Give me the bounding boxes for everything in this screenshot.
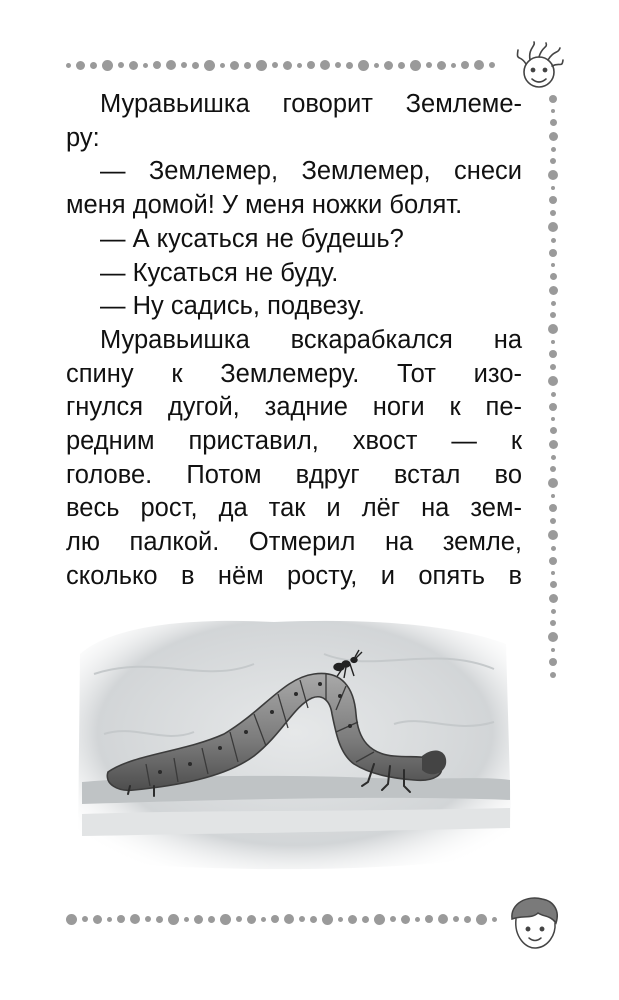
border-dot xyxy=(166,60,176,70)
border-dot xyxy=(130,914,140,924)
border-dot xyxy=(549,286,558,295)
text-line: голове. Потом вдруг встал во xyxy=(66,460,522,489)
border-dot xyxy=(548,478,558,488)
border-dot xyxy=(550,158,556,164)
border-dot xyxy=(551,392,556,397)
border-dot xyxy=(283,61,292,70)
border-dot xyxy=(464,916,471,923)
border-dot xyxy=(156,916,163,923)
border-dot xyxy=(168,914,179,925)
border-dot xyxy=(335,62,341,68)
border-dot xyxy=(550,119,557,126)
border-dot xyxy=(548,632,558,642)
border-dot xyxy=(551,238,556,243)
border-dot xyxy=(549,557,557,565)
border-dot xyxy=(415,917,420,922)
text-line: спину к Землемеру. Тот изо- xyxy=(66,359,522,388)
caterpillar-illustration xyxy=(74,614,514,874)
border-dot xyxy=(425,915,433,923)
border-dot xyxy=(272,62,278,68)
text-line: — Ну садись, подвезу. xyxy=(100,292,365,321)
border-dot xyxy=(438,914,448,924)
border-dot xyxy=(476,914,487,925)
border-dot xyxy=(549,249,557,257)
border-dot xyxy=(551,494,555,498)
text-line: Муравьишка говорит Землеме- xyxy=(100,90,522,118)
border-dot xyxy=(307,61,315,69)
border-dot xyxy=(550,672,556,678)
border-dot xyxy=(346,62,353,69)
border-dot xyxy=(549,504,557,512)
border-dot xyxy=(271,915,279,923)
border-dot xyxy=(550,364,556,370)
border-dot xyxy=(261,917,266,922)
text-line: Муравьишка вскарабкался на xyxy=(100,325,522,354)
border-dot xyxy=(451,63,456,68)
border-dot xyxy=(410,60,421,71)
border-dot xyxy=(548,324,558,334)
boy-face-icon xyxy=(504,893,564,955)
border-dot xyxy=(76,61,85,70)
bottom-dotted-border xyxy=(66,912,502,926)
border-dot xyxy=(390,916,396,922)
border-dot xyxy=(299,916,305,922)
border-dot xyxy=(143,63,148,68)
border-dot xyxy=(338,917,343,922)
border-dot xyxy=(184,917,189,922)
border-dot xyxy=(551,147,556,152)
text-line: лю палкой. Отмерил на земле, xyxy=(66,528,522,557)
border-dot xyxy=(358,60,369,71)
border-dot xyxy=(107,917,112,922)
border-dot xyxy=(82,916,88,922)
border-dot xyxy=(398,62,405,69)
border-dot xyxy=(297,63,302,68)
border-dot xyxy=(549,440,558,449)
border-dot xyxy=(549,658,557,666)
border-dot xyxy=(551,301,556,306)
border-dot xyxy=(549,132,558,141)
border-dot xyxy=(384,61,393,70)
text-line: ру: xyxy=(66,123,100,152)
border-dot xyxy=(551,546,556,551)
border-dot xyxy=(492,917,497,922)
border-dot xyxy=(489,62,495,68)
text-line: — Землемер, Землемер, снеси xyxy=(100,157,522,186)
right-dotted-border xyxy=(546,95,560,684)
text-line: весь рост, да так и лёг на зем- xyxy=(66,494,522,523)
border-dot xyxy=(220,63,225,68)
text-line: — А кусаться не будешь? xyxy=(100,224,404,253)
border-dot xyxy=(230,61,239,70)
border-dot xyxy=(426,62,432,68)
border-dot xyxy=(548,222,558,232)
border-dot xyxy=(550,581,557,588)
border-dot xyxy=(461,61,469,69)
border-dot xyxy=(549,594,558,603)
border-dot xyxy=(348,915,357,924)
border-dot xyxy=(549,95,557,103)
border-dot xyxy=(153,61,161,69)
text-line: — Кусаться не буду. xyxy=(100,258,339,287)
border-dot xyxy=(551,109,555,113)
border-dot xyxy=(129,61,138,70)
border-dot xyxy=(181,62,187,68)
border-dot xyxy=(551,186,555,190)
text-line: меня домой! У меня ножки болят. xyxy=(66,191,463,220)
border-dot xyxy=(247,915,256,924)
border-dot xyxy=(548,530,558,540)
border-dot xyxy=(374,63,379,68)
border-dot xyxy=(551,455,556,460)
border-dot xyxy=(90,62,97,69)
border-dot xyxy=(374,914,385,925)
border-dot xyxy=(102,60,113,71)
border-dot xyxy=(208,916,215,923)
border-dot xyxy=(453,916,459,922)
border-dot xyxy=(551,340,555,344)
border-dot xyxy=(322,914,333,925)
border-dot xyxy=(551,263,555,267)
text-line: гнулся дугой, задние ноги к пе- xyxy=(66,393,522,422)
border-dot xyxy=(204,60,215,71)
border-dot xyxy=(550,518,556,524)
border-dot xyxy=(549,403,557,411)
border-dot xyxy=(310,916,317,923)
border-dot xyxy=(474,60,484,70)
text-line: редним приставил, хвост — к xyxy=(66,427,522,456)
border-dot xyxy=(437,61,446,70)
border-dot xyxy=(256,60,267,71)
border-dot xyxy=(549,350,557,358)
border-dot xyxy=(550,427,557,434)
border-dot xyxy=(93,915,102,924)
border-dot xyxy=(551,648,555,652)
story-text xyxy=(66,88,522,594)
border-dot xyxy=(220,914,231,925)
border-dot xyxy=(284,914,294,924)
border-dot xyxy=(236,916,242,922)
border-dot xyxy=(145,916,151,922)
border-dot xyxy=(320,60,330,70)
border-dot xyxy=(550,210,556,216)
border-dot xyxy=(244,62,251,69)
border-dot xyxy=(550,273,557,280)
border-dot xyxy=(362,916,369,923)
border-dot xyxy=(549,196,557,204)
border-dot xyxy=(118,62,124,68)
border-dot xyxy=(192,62,199,69)
top-dotted-border xyxy=(66,58,500,72)
border-dot xyxy=(551,417,555,421)
border-dot xyxy=(66,63,71,68)
border-dot xyxy=(550,312,556,318)
border-dot xyxy=(551,609,556,614)
border-dot xyxy=(548,170,558,180)
border-dot xyxy=(550,466,556,472)
text-line: сколько в нём росту, и опять в xyxy=(66,561,522,590)
border-dot xyxy=(401,915,410,924)
border-dot xyxy=(66,914,77,925)
border-dot xyxy=(194,915,203,924)
border-dot xyxy=(548,376,558,386)
border-dot xyxy=(550,620,556,626)
border-dot xyxy=(551,571,555,575)
border-dot xyxy=(117,915,125,923)
